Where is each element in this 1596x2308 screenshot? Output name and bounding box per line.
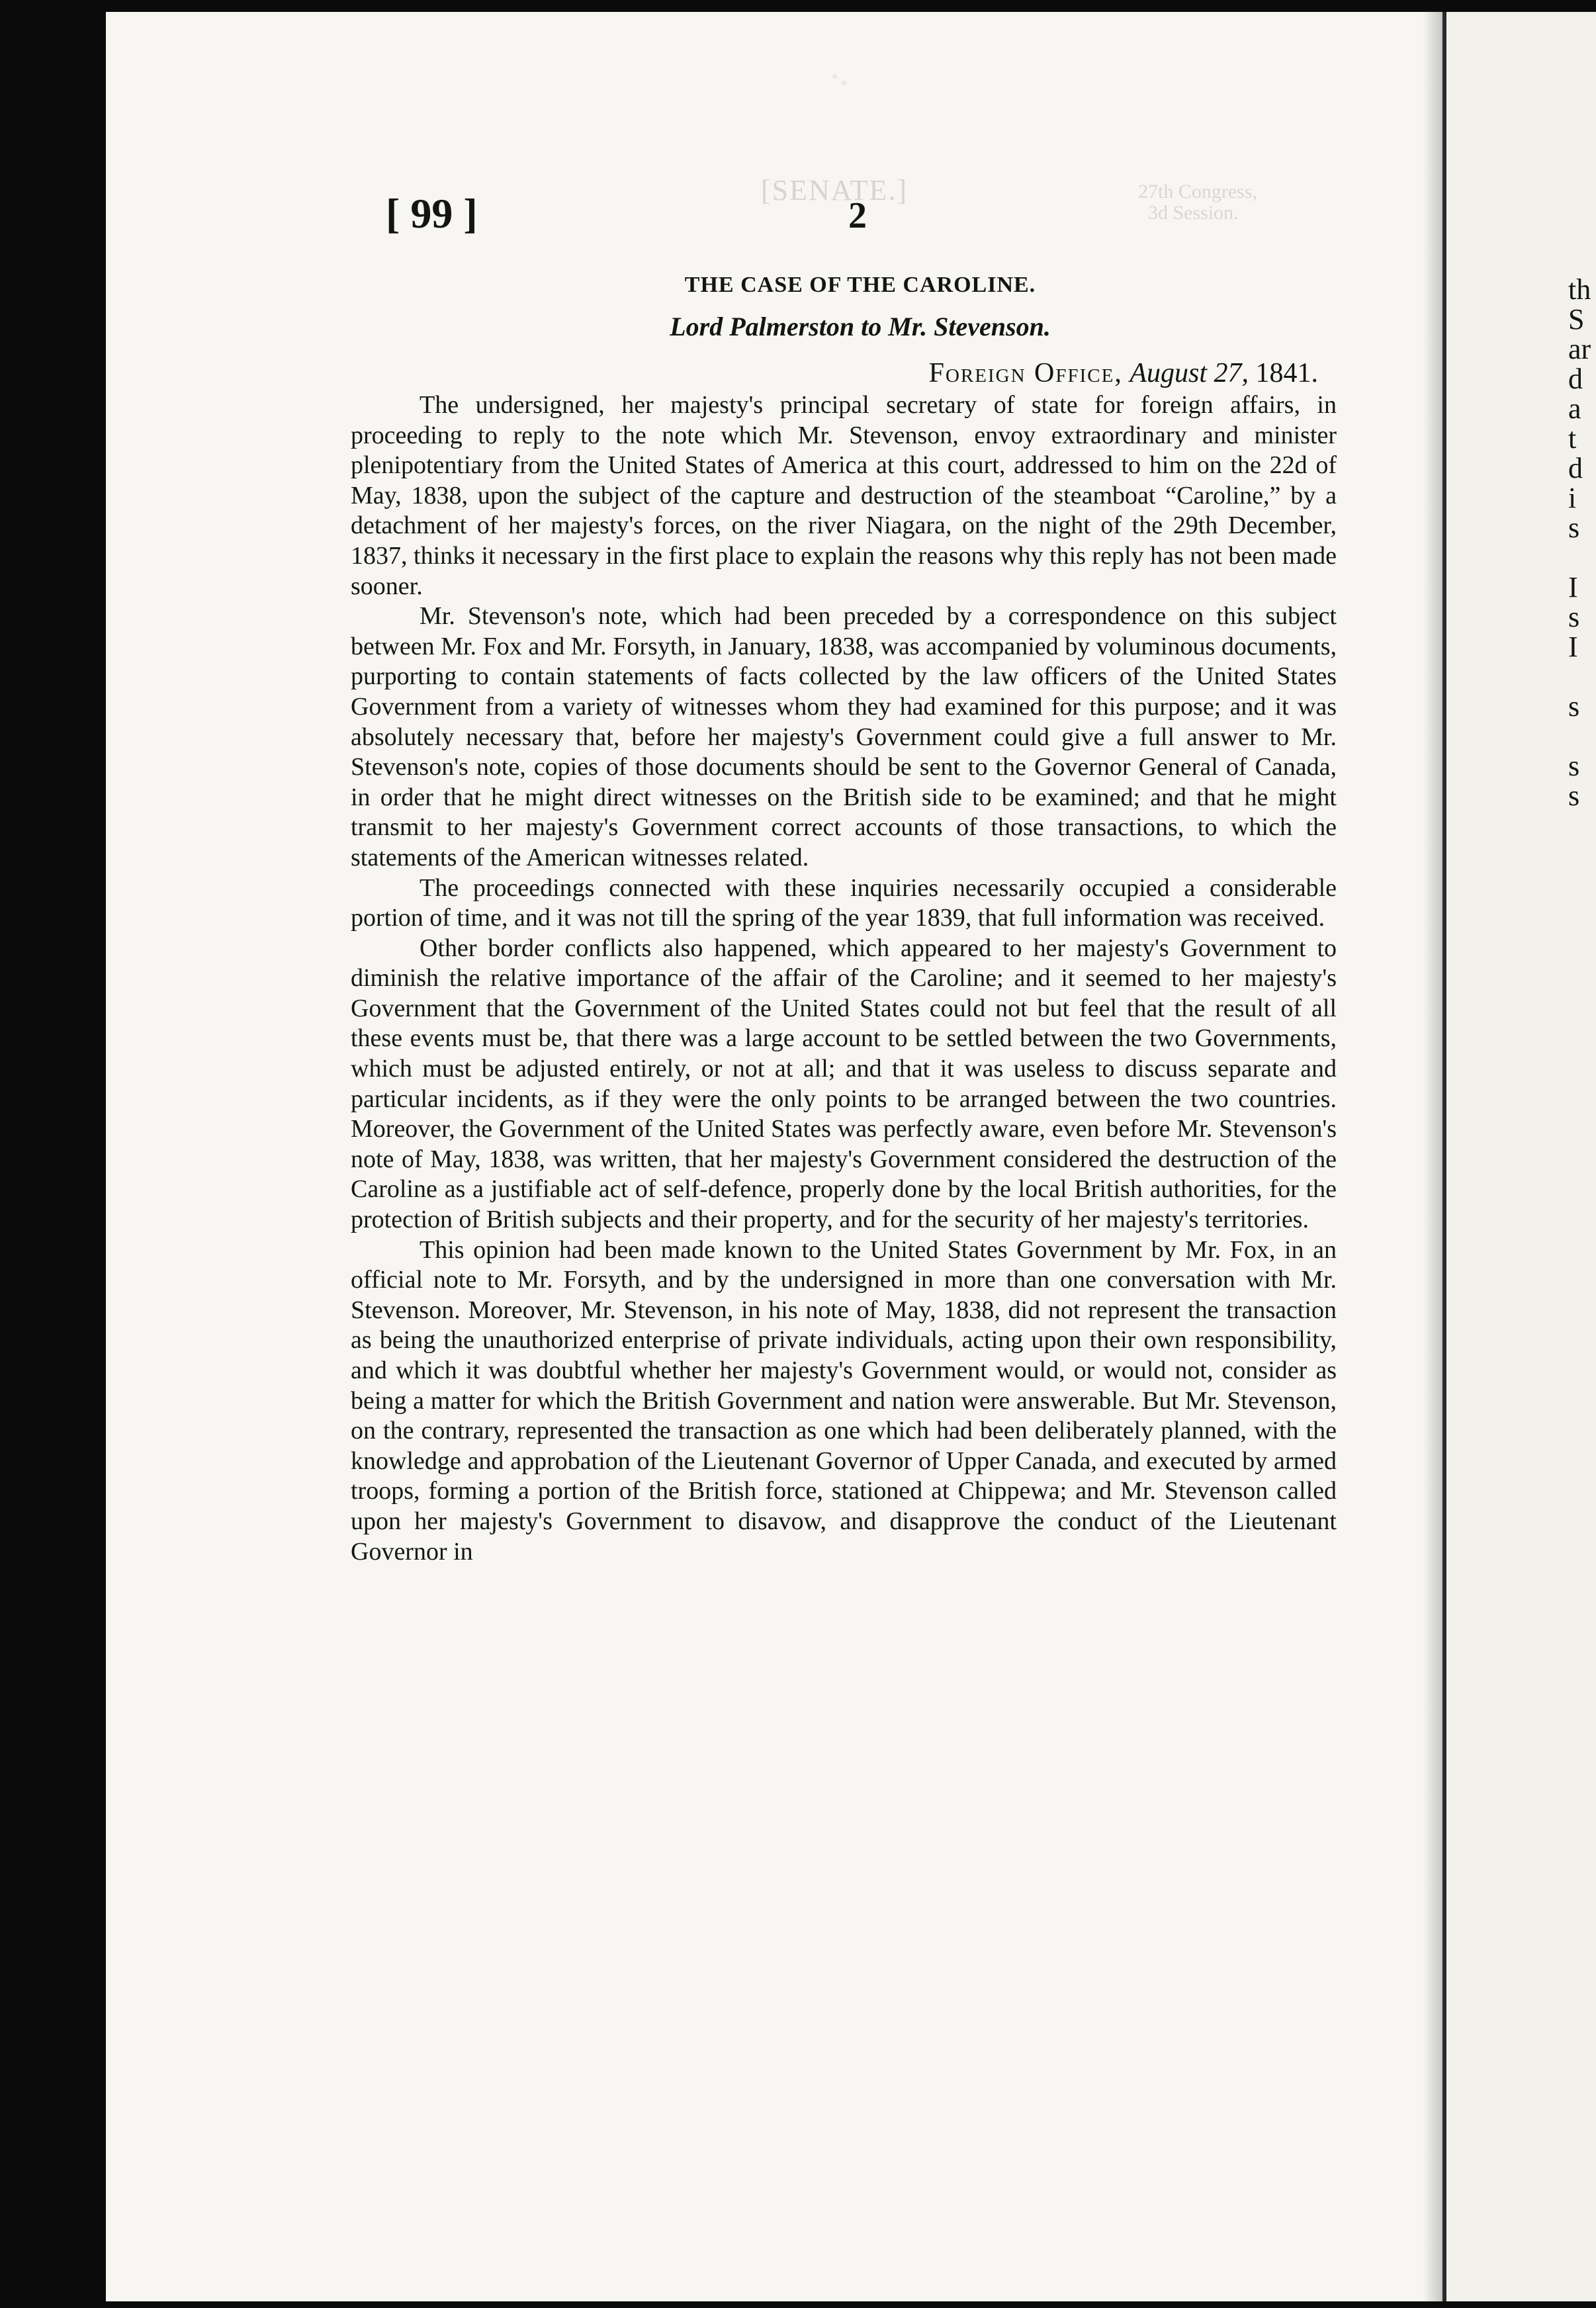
dateline-date: August 27, bbox=[1130, 358, 1249, 388]
paragraph: The proceedings connected with these inquiries necessarily occupied a considerable portion of time, and it was not till the spring of the year 1839, that full information was received. bbox=[351, 873, 1337, 932]
bleed-through-text: 27th Congress, 3d Session. bbox=[1138, 181, 1257, 224]
dateline bbox=[929, 357, 1318, 389]
paragraph: The undersigned, her majesty's principal secretary of state for foreign affairs, in proceeding to reply to the note which Mr. Stevenson, envoy extraordinary and minister plenipotentiary from the United States of America at this court, addressed to him on the 22d of May, 1838, upon the subject of the capture and destruction of the steamboat “Caroline,” by a detachment of her majesty's forces, on the river Niagara, on the night of the 29th December, 1837, thinks it necessary in the first place to explain the reasons why this reply has not been made sooner. bbox=[351, 391, 1337, 600]
paragraph: Mr. Stevenson's note, which had been preceded by a correspondence on this subject between Mr. Fox and Mr. Forsyth, in January, 1838, was accompanied by voluminous documents, purporting to contain statements of facts collected by the law officers of the United States Government from a variety of witnesses whom they had examined for this purpose; and it was absolutely necessary that, before her majesty's Government could give a full answer to Mr. Stevenson's note, copies of those documents should be sent to the Governor General of Canada, in order that he might direct witnesses on the British side to be examined; and that he might transmit to her majesty's Government correct accounts of those transactions, to which the statements of the American witnesses related. bbox=[351, 602, 1337, 871]
bleed-through-text: [SENATE.] bbox=[761, 174, 909, 206]
page-number: [ 99 ] bbox=[386, 190, 478, 237]
dust-speck bbox=[842, 81, 846, 85]
letter-body bbox=[351, 390, 1337, 1567]
dust-speck bbox=[832, 74, 837, 79]
document-subtitle: Lord Palmerston to Mr. Stevenson. bbox=[670, 312, 1051, 341]
paragraph: This opinion had been made known to the United States Government by Mr. Fox, in an official note to Mr. Forsyth, and by the undersigned in more than one conversation with Mr. Stevenson. Moreover, Mr. Stevenson, in his note of May, 1838, did not represent the transaction as being the unauthorized enterprise of private individuals, acting upon their own responsibility, and which it was doubtful whether her majesty's Government would, or would not, consider as being a matter for which the British Government and nation were answerable. But Mr. Stevenson, on the contrary, represented the transaction as one which had been deliberately planned, with the knowledge and approbation of the Lieutenant Governor of Upper Canada, and executed by armed troops, forming a portion of the British force, stationed at Chippewa; and Mr. Stevenson called upon her majesty's Government to disavow, and disapprove the conduct of the Lieutenant Governor in bbox=[351, 1235, 1337, 1566]
document-number: 2 bbox=[848, 195, 867, 236]
dateline-office: Foreign Office, bbox=[928, 358, 1123, 388]
document-title: THE CASE OF THE CAROLINE. bbox=[684, 273, 1036, 297]
adjacent-page-text-fragments: th S ar d a t d i s I s I s s s bbox=[1568, 275, 1591, 811]
dateline-year: 1841. bbox=[1255, 358, 1318, 388]
paragraph: Other border conflicts also happened, which appeared to her majesty's Government to diminish the relative importance of the affair of the Caroline; and it seemed to her majesty's Government that the Government of the United States could not but feel that the result of all these events must be, that there was a large account to be settled between the two Governments, which must be adjusted entirely, or not at all; and that it was useless to discuss separate and particular incidents, as if they were the only points to be arranged between the two countries. Moreover, the Government of the United States was perfectly aware, even before Mr. Stevenson's note of May, 1838, was written, that her majesty's Government considered the destruction of the Caroline as a justifiable act of self-defence, properly done by the local British authorities, for the protection of British subjects and their property, and for the security of her majesty's territories. bbox=[351, 934, 1337, 1234]
